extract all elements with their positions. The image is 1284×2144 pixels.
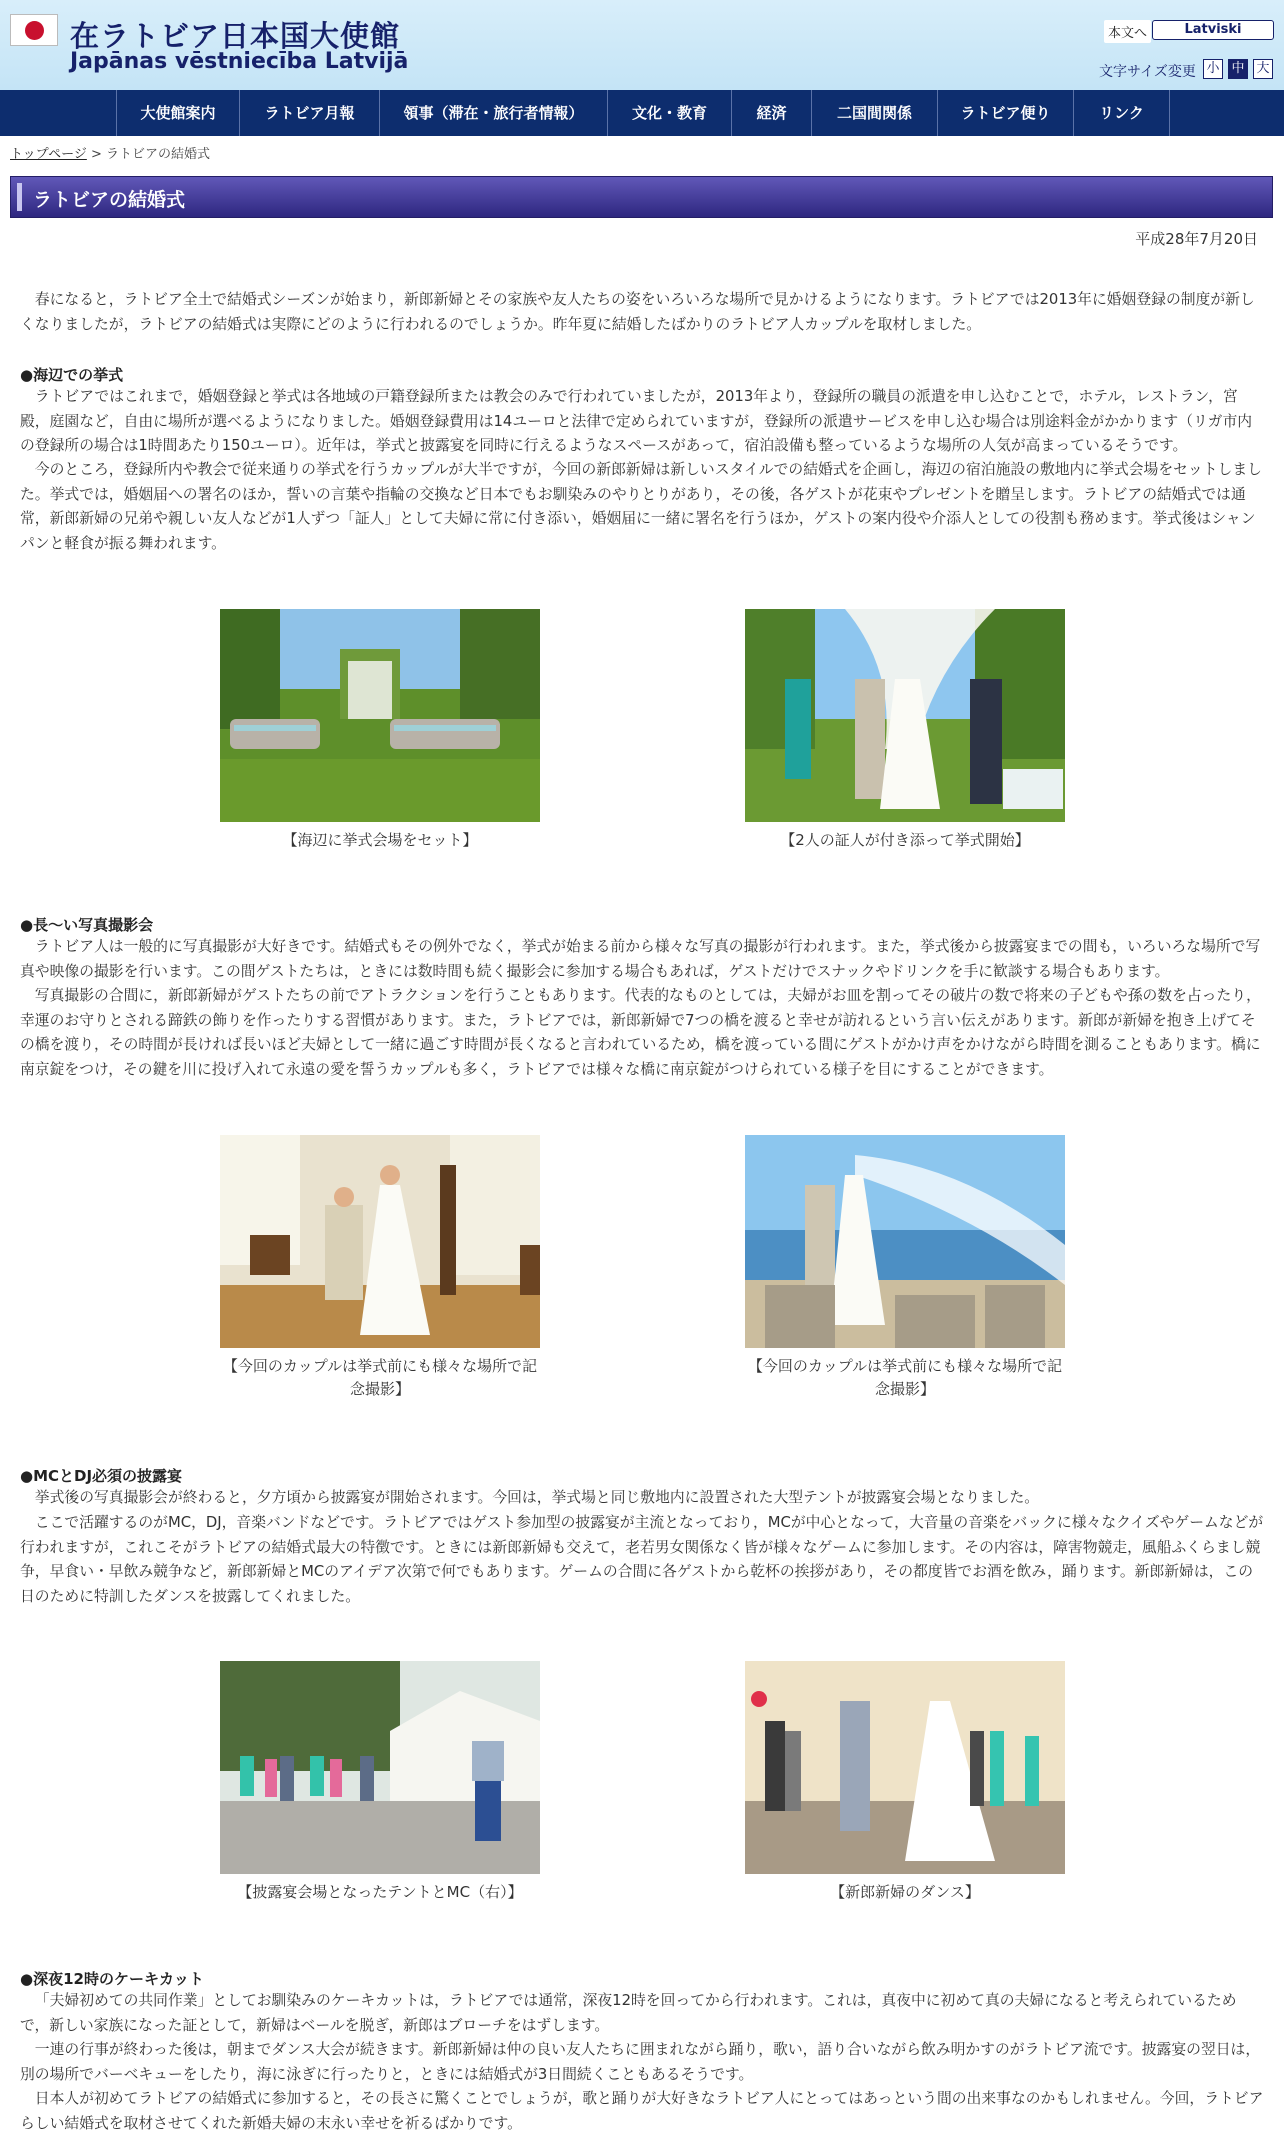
photo-dance[interactable] xyxy=(745,1661,1065,1874)
photo-caption: 【今回のカップルは挙式前にも様々な場所で記念撮影】 xyxy=(222,1357,538,1398)
breadcrumb-separator: > xyxy=(86,147,107,162)
section-heading-reception: ●MCとDJ必須の披露宴 xyxy=(20,1467,183,1485)
nav-item-consular[interactable]: 領事（滞在・旅行者情報） xyxy=(380,90,608,136)
photo-caption: 【披露宴会場となったテントとMC（右）】 xyxy=(237,1883,523,1901)
main-nav xyxy=(0,90,1284,136)
font-size-large-button[interactable]: 大 xyxy=(1253,59,1273,79)
font-size-small-button[interactable]: 小 xyxy=(1203,59,1223,79)
section-paragraph: 日本人が初めてラトビアの結婚式に参加すると，その長さに驚くことでしょうが，歌と踊りが大好きなラトビア人にとってはあっという間の出来事なのかもしれません。今回，ラトビアらしい結婚式を取材させてくれた新婚夫婦の末永い幸せを祈るばかりです。 xyxy=(20,2090,1264,2132)
section-paragraph: 「夫婦初めての共同作業」としてお馴染みのケーキカットは，ラトビアでは通常，深夜12時を回ってから行われます。これは，真夜中に初めて真の夫婦になると考えられているためで，新しい家族になった証として，新婦はベールを脱ぎ，新郎はブローチをはずします。 xyxy=(20,1992,1237,2034)
photo-witnesses[interactable] xyxy=(745,609,1065,822)
site-title[interactable]: 在ラトビア日本国大使館 xyxy=(70,19,401,53)
nav-item-culture[interactable]: 文化・教育 xyxy=(608,90,732,136)
breadcrumb xyxy=(10,143,210,162)
nav-item-links[interactable]: リンク xyxy=(1074,90,1170,136)
site-subtitle[interactable]: Japānas vēstniecība Latvijā xyxy=(70,49,409,74)
breadcrumb-home-link[interactable]: トップページ xyxy=(10,147,87,162)
photo-caption: 【2人の証人が付き添って挙式開始】 xyxy=(780,831,1030,849)
nav-item-bilateral[interactable]: 二国間関係 xyxy=(812,90,938,136)
nav-item-economy[interactable]: 経済 xyxy=(732,90,812,136)
page-title: ラトビアの結婚式 xyxy=(33,189,186,211)
breadcrumb-current: ラトビアの結婚式 xyxy=(106,147,211,162)
photo-ceremony-venue[interactable] xyxy=(220,609,540,822)
page-title-bar xyxy=(10,176,1273,218)
section-heading-photo-session: ●長～い写真撮影会 xyxy=(20,916,154,934)
skip-to-content-link[interactable]: 本文へ xyxy=(1104,20,1151,43)
section-paragraph: 写真撮影の合間に，新郎新婦がゲストたちの前でアトラクションを行うこともあります。代表的なものとしては，夫婦がお皿を割ってその破片の数で将来の子どもや孫の数を占ったり，幸運のお守りとされる蹄鉄の飾りを作ったりする習慣があります。また，ラトビアでは，新郎新婦で7つの橋を渡ると幸せが訪れるという言い伝えがあります。新郎が新婦を抱き上げてその橋を渡り，その時間が長ければ長いほど夫婦として一緒に過ごす時間が長くなると言われているため，橋を渡っている間にゲストがかけ声をかけながら時間を測ることもあります。橋に南京錠をつけ，その鍵を川に投げ入れて永遠の愛を誓うカップルも多く，ラトビアでは様々な橋に南京錠がつけられている様子を目にすることができます。 xyxy=(20,987,1261,1078)
photo-caption: 【新郎新婦のダンス】 xyxy=(830,1883,980,1901)
font-size-label: 文字サイズ変更 xyxy=(1099,64,1196,80)
publish-date: 平成28年7月20日 xyxy=(1135,230,1258,248)
section-paragraph: 一連の行事が終わった後は，朝までダンス大会が続きます。新郎新婦は仲の良い友人たちに囲まれながら踊り，歌い，語り合いながら飲み明かすのがラトビア流です。披露宴の翌日は，別の場所でバーベキューをしたり，海に泳ぎに行ったりと，ときには結婚式が3日間続くこともあるそうです。 xyxy=(20,2041,1261,2083)
japan-flag-icon xyxy=(10,14,58,46)
photo-couple-indoor[interactable] xyxy=(220,1135,540,1348)
photo-tent-mc[interactable] xyxy=(220,1661,540,1874)
intro-paragraph: 春になると，ラトビア全土で結婚式シーズンが始まり，新郎新婦とその家族や友人たちの姿をいろいろな場所で見かけるようになります。ラトビアでは2013年に婚姻登録の制度が新しくなりましたが，ラトビアの結婚式は実際にどのように行われるのでしょうか。昨年夏に結婚したばかりのラトビア人カップルを取材しました。 xyxy=(20,291,1255,333)
nav-item-monthly-report[interactable]: ラトビア月報 xyxy=(240,90,380,136)
section-paragraph: ラトビア人は一般的に写真撮影が大好きです。結婚式もその例外でなく，挙式が始まる前から様々な写真の撮影が行われます。また，挙式後から披露宴までの間も，いろいろな場所で写真や映像の撮影を行います。この間ゲストたちは，ときには数時間も続く撮影会に参加する場合もあれば，ゲストだけでスナックやドリンクを手に歓談する場合もあります。 xyxy=(20,938,1261,980)
photo-caption: 【今回のカップルは挙式前にも様々な場所で記念撮影】 xyxy=(747,1357,1063,1398)
section-paragraph: ラトビアではこれまで，婚姻登録と挙式は各地域の戸籍登録所または教会のみで行われていましたが，2013年より，登録所の職員の派遣を申し込むことで，ホテル，レストラン，宮殿，庭園など，自由に場所が選べるようになりました。婚姻登録費用は14ユーロと法律で定められていますが，登録所の派遣サービスを申し込む場合は別途料金がかかります（リガ市内の登録所の場合は1時間あたり150ユーロ）。近年は，挙式と披露宴を同時に行えるようなスペースがあって，宿泊設備も整っているような場所の人気が高まっているそうです。 xyxy=(20,388,1253,454)
photo-caption: 【海辺に挙式会場をセット】 xyxy=(282,831,478,849)
section-heading-seaside-ceremony: ●海辺での挙式 xyxy=(20,366,124,384)
section-heading-cake-cutting: ●深夜12時のケーキカット xyxy=(20,1970,204,1988)
nav-item-embassy[interactable]: 大使館案内 xyxy=(116,90,240,136)
site-header xyxy=(0,0,1284,90)
nav-item-latvia-news[interactable]: ラトビア便り xyxy=(938,90,1074,136)
section-paragraph: 挙式後の写真撮影会が終わると，夕方頃から披露宴が開始されます。今回は，挙式場と同じ敷地内に設置された大型テントが披露宴会場となりました。 xyxy=(34,1489,1040,1506)
latvian-language-button[interactable]: Latviski xyxy=(1152,20,1274,40)
title-accent-mark xyxy=(17,183,22,211)
section-paragraph: 今のところ，登録所内や教会で従来通りの挙式を行うカップルが大半ですが，今回の新郎新婦は新しいスタイルでの結婚式を企画し，海辺の宿泊施設の敷地内に挙式会場をセットしました。挙式では，婚姻届への署名のほか，誓いの言葉や指輪の交換など日本でもお馴染みのやりとりがあり，その後，各ゲストが花束やプレゼントを贈呈します。ラトビアの結婚式では通常，新郎新婦の兄弟や親しい友人などが1人ずつ「証人」として夫婦に常に付き添い，婚姻届に一緒に署名を行うほか，ゲストの案内役や介添人としての役割も務めます。挙式後はシャンパンと軽食が振る舞われます。 xyxy=(20,461,1262,552)
section-paragraph: ここで活躍するのがMC，DJ，音楽バンドなどです。ラトビアではゲスト参加型の披露宴が主流となっており，MCが中心となって，大音量の音楽をバックに様々なクイズやゲームなどが行われますが，これこそがラトビアの結婚式最大の特徴です。ときには新郎新婦も交えて，老若男女関係なく皆が様々なゲームに参加します。その内容は，障害物競走，風船ふくらまし競争，早食い・早飲み競争など，新郎新婦とMCのアイデア次第で何でもあります。ゲームの合間に各ゲストから乾杯の挨拶があり，その都度皆でお酒を飲み，踊ります。新郎新婦は，この日のために特訓したダンスを披露してくれました。 xyxy=(20,1514,1264,1605)
font-size-medium-button[interactable]: 中 xyxy=(1228,59,1248,79)
photo-couple-seaside[interactable] xyxy=(745,1135,1065,1348)
